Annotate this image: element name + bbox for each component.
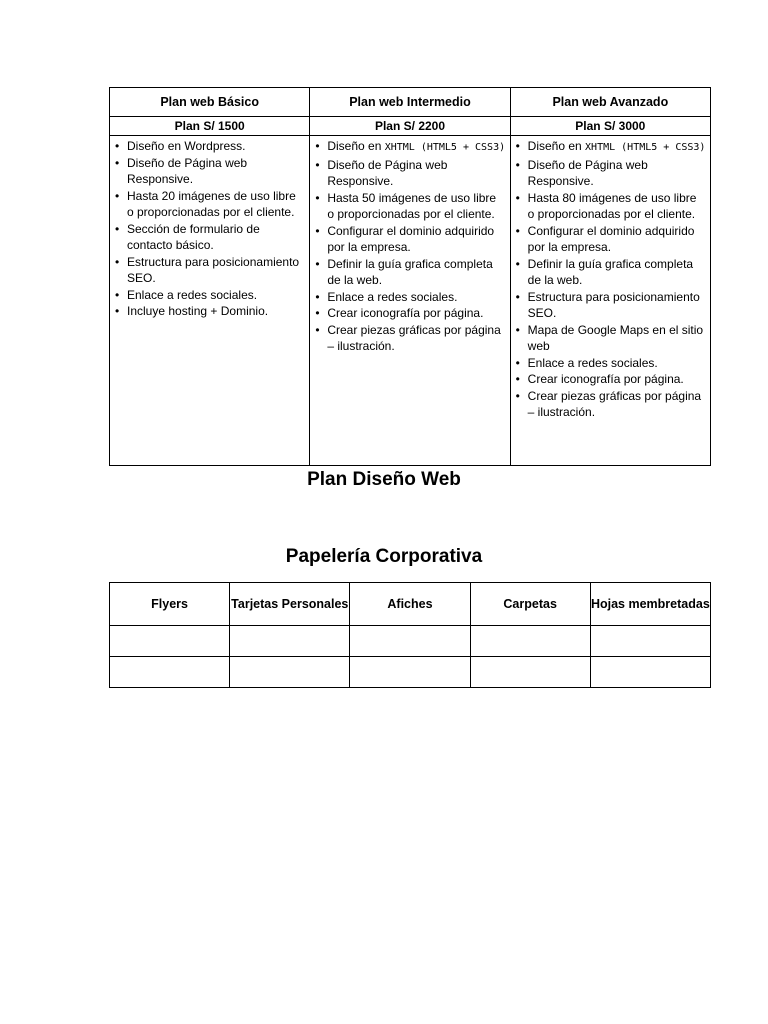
feature-item [515,322,706,355]
header-business-cards: Tarjetas Personales [230,583,350,626]
empty-cell [470,626,590,657]
feature-text: Incluye hosting + Dominio. [127,304,269,318]
empty-cell [350,657,470,688]
feature-item [515,388,706,421]
feature-item [314,305,505,322]
header-folders: Carpetas [470,583,590,626]
feature-item [515,157,706,190]
feature-item [515,223,706,256]
feature-item [515,355,706,372]
feature-list [515,138,706,421]
web-plans-table [109,87,711,466]
feature-item [114,188,305,221]
feature-list [114,138,305,320]
empty-cell [590,657,710,688]
empty-cell [590,626,710,657]
plan-features-advanced [510,136,710,466]
feature-text: Crear piezas gráficas por página – ilustración. [327,322,501,353]
plan-features-basic [110,136,310,466]
empty-cell [470,657,590,688]
feature-text: Definir la guía grafica completa de la web. [527,256,694,287]
empty-cell [230,657,350,688]
feature-text: Enlace a redes sociales. [527,355,658,370]
feature-text: Crear iconografía por página. [527,372,684,386]
feature-item [314,256,505,289]
plan-features-intermediate [310,136,510,466]
feature-text: Diseño en [327,139,385,153]
feature-text: Hasta 80 imágenes de uso libre o proporcionadas por el cliente. [527,190,697,221]
feature-item [314,190,505,223]
feature-item [114,287,305,304]
plan-name-intermediate: Plan web Intermedio [310,88,510,117]
header-flyers: Flyers [110,583,230,626]
plan-price-advanced: Plan S/ 3000 [510,117,710,136]
feature-text: Configurar el dominio adquirido por la empresa. [327,223,495,254]
feature-item [515,289,706,322]
empty-cell [110,626,230,657]
feature-item [314,289,505,306]
feature-text: Diseño de Página web Responsive. [327,157,448,188]
header-letterheads: Hojas membretadas [590,583,710,626]
feature-text: Enlace a redes sociales. [327,289,458,304]
stationery-empty-row [110,626,711,657]
feature-item [314,157,505,190]
feature-item [114,138,305,155]
feature-item [314,223,505,256]
feature-text: Enlace a redes sociales. [127,287,258,302]
feature-item [515,138,706,157]
feature-text: Diseño de Página web Responsive. [127,155,248,186]
plan-name-advanced: Plan web Avanzado [510,88,710,117]
feature-code: XHTML (HTML5 + CSS3) [585,142,706,153]
feature-text: Definir la guía grafica completa de la web. [327,256,493,287]
plans-header-row [110,88,711,117]
plans-features-row [110,136,711,466]
empty-cell [110,657,230,688]
feature-text: Sección de formulario de contacto básico. [127,221,260,252]
empty-cell [350,626,470,657]
feature-text: Hasta 20 imágenes de uso libre o proporcionadas por el cliente. [127,188,296,219]
feature-text: Diseño de Página web Responsive. [527,157,648,188]
feature-code: XHTML (HTML5 + CSS3) [384,142,506,153]
stationery-title: Papelería Corporativa [285,546,483,567]
feature-item [114,254,305,287]
feature-text: Diseño en Wordpress. [127,139,246,153]
feature-text: Hasta 50 imágenes de uso libre o proporcionadas por el cliente. [327,190,497,221]
feature-text: Diseño en [527,139,586,153]
feature-text: Configurar el dominio adquirido por la empresa. [527,223,695,254]
feature-item [114,155,305,188]
stationery-table [109,582,711,688]
feature-item [114,221,305,254]
plan-price-intermediate: Plan S/ 2200 [310,117,510,136]
feature-text: Mapa de Google Maps en el sitio web [527,322,704,353]
plan-title: Plan Diseño Web [307,469,461,490]
feature-item [314,138,505,157]
feature-list [314,138,505,355]
plans-price-row [110,117,711,136]
feature-item [515,371,706,388]
feature-text: Crear iconografía por página. [327,306,484,320]
stationery-empty-row [110,657,711,688]
feature-text: Estructura para posicionamiento SEO. [527,289,700,320]
plan-price-basic: Plan S/ 1500 [110,117,310,136]
feature-item [515,190,706,223]
header-posters: Afiches [350,583,470,626]
feature-text: Estructura para posicionamiento SEO. [127,254,300,285]
feature-item [515,256,706,289]
stationery-header-row [110,583,711,626]
feature-text: Crear piezas gráficas por página – ilustración. [527,388,702,419]
empty-cell [230,626,350,657]
feature-item [314,322,505,355]
feature-item [114,303,305,320]
plan-name-basic: Plan web Básico [110,88,310,117]
